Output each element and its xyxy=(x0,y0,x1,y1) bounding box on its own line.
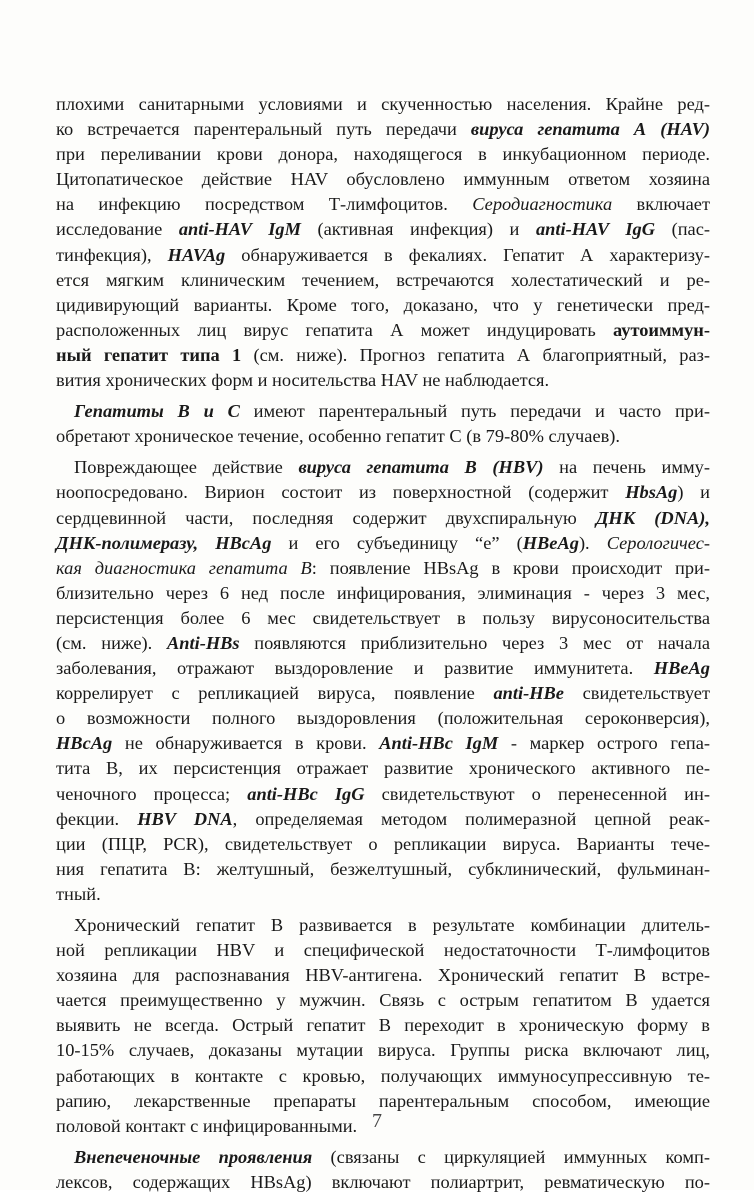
text-run: ченочного процесса; xyxy=(56,783,248,804)
paragraph xyxy=(56,1145,710,1195)
text-line xyxy=(56,243,710,268)
italic-term: Серологичес- xyxy=(606,532,711,553)
emphasis-term: anti-HAV IgG xyxy=(535,219,656,240)
paragraph xyxy=(56,455,710,907)
text-run: (активная инфекция) и xyxy=(300,219,536,240)
text-run: (пас- xyxy=(655,219,711,240)
text-line xyxy=(56,1013,710,1038)
text-line xyxy=(56,1064,710,1089)
text-line xyxy=(56,1038,710,1063)
text-line xyxy=(56,756,710,781)
emphasis-term: HbsAg xyxy=(625,482,678,503)
text-run: ) и xyxy=(677,482,710,503)
paragraph xyxy=(56,913,710,1139)
text-run: сердцевинной части, последняя содержит двухспиральную xyxy=(56,507,596,528)
page-number: 7 xyxy=(372,1110,382,1132)
text-run: ). xyxy=(578,532,607,553)
bold-term: ный гепатит типа 1 xyxy=(56,344,242,365)
emphasis-term: HBV DNA xyxy=(137,808,233,829)
text-run: о возможности полного выздоровления (положительная сероконверсия), xyxy=(56,708,710,729)
text-run: (см. ниже). xyxy=(56,632,167,653)
text-run: включает xyxy=(612,194,711,215)
text-line xyxy=(56,142,710,167)
emphasis-term: Гепатиты В и С xyxy=(74,401,240,422)
text-run: свидетельствуют о перенесенной ин- xyxy=(364,783,710,804)
text-run: рапию, лекарственные препараты парентеральным способом, имеющие xyxy=(56,1090,710,1111)
text-run: при переливании крови донора, находящегося в инкубационном периоде. xyxy=(56,144,710,165)
emphasis-term: anti-HBc IgG xyxy=(247,783,365,804)
emphasis-term: HAVAg xyxy=(167,244,226,265)
text-run: на печень имму- xyxy=(543,457,710,478)
text-run: появляются приблизительно через 3 мес от начала xyxy=(239,632,710,653)
emphasis-term: anti-HAV IgM xyxy=(178,219,301,240)
text-line xyxy=(56,455,710,480)
text-run: Хронический гепатит В развивается в результате комбинации длитель- xyxy=(74,915,710,935)
text-run: (связаны с циркуляцией иммунных комп- xyxy=(312,1146,710,1167)
text-line xyxy=(56,293,710,318)
text-line xyxy=(56,268,710,293)
text-run: заболевания, отражают выздоровление и развитие иммунитета. xyxy=(56,658,654,679)
text-line xyxy=(56,343,710,368)
emphasis-term: Anti-HBs xyxy=(167,632,240,653)
text-run: фекции. xyxy=(56,808,138,829)
text-run: персистенция более 6 мес свидетельствует в пользу вирусоносительства xyxy=(56,607,710,628)
text-line xyxy=(56,217,710,242)
text-line xyxy=(56,731,710,756)
text-run: ной репликации HBV и специфической недостаточности Т-лимфоцитов xyxy=(56,940,710,961)
text-line xyxy=(56,913,710,938)
paragraph xyxy=(56,92,710,393)
bold-term: аутоиммун- xyxy=(612,319,710,340)
text-run: тита В, их персистенция отражает развитие хронического активного пе- xyxy=(56,758,710,779)
text-line xyxy=(56,368,710,393)
text-line xyxy=(56,318,710,343)
text-run: обретают хроническое течение, особенно гепатит С (в 79-80% случаев). xyxy=(56,426,621,447)
text-run: ется мягким клиническим течением, встречаются холестатический и ре- xyxy=(56,269,710,290)
text-run: ко встречается парентеральный путь передачи xyxy=(56,119,471,140)
page-body xyxy=(56,92,710,1201)
text-run: ции (ПЦР, PCR), свидетельствует о репликации вируса. Варианты тече- xyxy=(56,833,710,854)
text-run: выявить не всегда. Острый гепатит В переходит в хроническую форму в xyxy=(56,1015,710,1036)
text-line xyxy=(56,1170,710,1195)
text-line xyxy=(56,782,710,807)
text-run: исследование xyxy=(56,219,179,240)
text-line xyxy=(56,117,710,142)
text-line xyxy=(56,506,710,531)
text-line xyxy=(56,807,710,832)
italic-term: Серодиагностика xyxy=(472,194,613,215)
text-run: тинфекция), xyxy=(56,244,168,265)
text-line xyxy=(56,631,710,656)
text-run: работающих в контакте с кровью, получающих иммуносупрессивную те- xyxy=(56,1065,710,1086)
text-run: (см. ниже). Прогноз гепатита А благоприятный, раз- xyxy=(241,344,710,365)
emphasis-term: HBeAg xyxy=(522,532,579,553)
text-run: коррелирует с репликацией вируса, появление xyxy=(56,683,494,704)
text-run: расположенных лиц вирус гепатита А может индуцировать xyxy=(56,319,613,340)
text-run: плохими санитарными условиями и скученностью населения. Крайне ред- xyxy=(56,94,710,114)
text-line xyxy=(56,988,710,1013)
text-line xyxy=(56,832,710,857)
text-run: не обнаруживается в крови. xyxy=(112,733,380,754)
emphasis-term: anti-HBe xyxy=(493,683,564,704)
text-run: - маркер острого гепа- xyxy=(498,733,711,754)
paragraph xyxy=(56,399,710,449)
text-line xyxy=(56,963,710,988)
text-run: близительно через 6 нед после инфицирования, элиминация - через 3 мес, xyxy=(56,582,710,603)
text-line xyxy=(56,167,710,192)
text-run: и его субъединицу “е” ( xyxy=(271,532,523,553)
text-run: Повреждающее действие xyxy=(74,457,299,478)
text-run: , определяемая методом полимеразной цепной реак- xyxy=(232,808,710,829)
text-line xyxy=(56,480,710,505)
emphasis-term: Anti-HBc IgM xyxy=(379,733,499,754)
text-line xyxy=(56,399,710,424)
emphasis-term: ДНК (DNA), xyxy=(595,507,710,528)
text-run: чается преимущественно у мужчин. Связь с острым гепатитом В удается xyxy=(56,990,710,1011)
text-line xyxy=(56,92,710,117)
text-line xyxy=(56,556,710,581)
emphasis-term: HBcAg xyxy=(56,733,113,754)
text-line xyxy=(56,656,710,681)
text-line xyxy=(56,857,710,882)
text-line xyxy=(56,531,710,556)
text-line xyxy=(56,882,710,907)
text-line xyxy=(56,606,710,631)
italic-term: кая диагностика гепатита В xyxy=(56,557,312,578)
text-line xyxy=(56,681,710,706)
text-run: 10-15% случаев, доказаны мутации вируса. Группы риска включают лиц, xyxy=(56,1040,710,1061)
text-run: половой контакт с инфицированными. xyxy=(56,1115,358,1136)
emphasis-term: ДНК-полимеразу, HBcAg xyxy=(56,532,272,553)
text-run: ноопосредовано. Вирион состоит из поверхностной (содержит xyxy=(56,482,626,503)
text-line xyxy=(56,581,710,606)
text-run: хозяина для распознавания HBV-антигена. Хронический гепатит В встре- xyxy=(56,965,710,986)
text-run: обнаруживается в фекалиях. Гепатит А характеризу- xyxy=(225,244,711,265)
text-run: : появление HBsAg в крови происходит при- xyxy=(311,557,710,578)
emphasis-term: вируса гепатита А (HAV) xyxy=(470,119,710,140)
text-run: на инфекцию посредством Т-лимфоцитов. xyxy=(56,194,473,215)
text-run: Цитопатическое действие HAV обусловлено иммунным ответом хозяина xyxy=(56,169,710,190)
text-run: цидивирующий варианты. Кроме того, доказано, что у генетически пред- xyxy=(56,294,710,315)
text-line xyxy=(56,706,710,731)
text-line xyxy=(56,1145,710,1170)
emphasis-term: вируса гепатита В (HBV) xyxy=(298,457,544,478)
text-run: вития хронических форм и носительства HAV не наблюдается. xyxy=(56,370,550,391)
text-run: имеют парентеральный путь передачи и часто при- xyxy=(239,401,710,422)
text-line xyxy=(56,938,710,963)
text-run: тный. xyxy=(56,883,101,904)
text-run: ния гепатита В: желтушный, безжелтушный, субклинический, фульминан- xyxy=(56,858,710,879)
text-run: свидетельствует xyxy=(563,683,710,704)
text-line xyxy=(56,192,710,217)
emphasis-term: HBeAg xyxy=(653,658,710,679)
text-line xyxy=(56,424,710,449)
text-run: лексов, содержащих HBsAg) включают полиартрит, ревматическую по- xyxy=(56,1171,710,1192)
emphasis-term: Внепеченочные проявления xyxy=(74,1146,313,1167)
